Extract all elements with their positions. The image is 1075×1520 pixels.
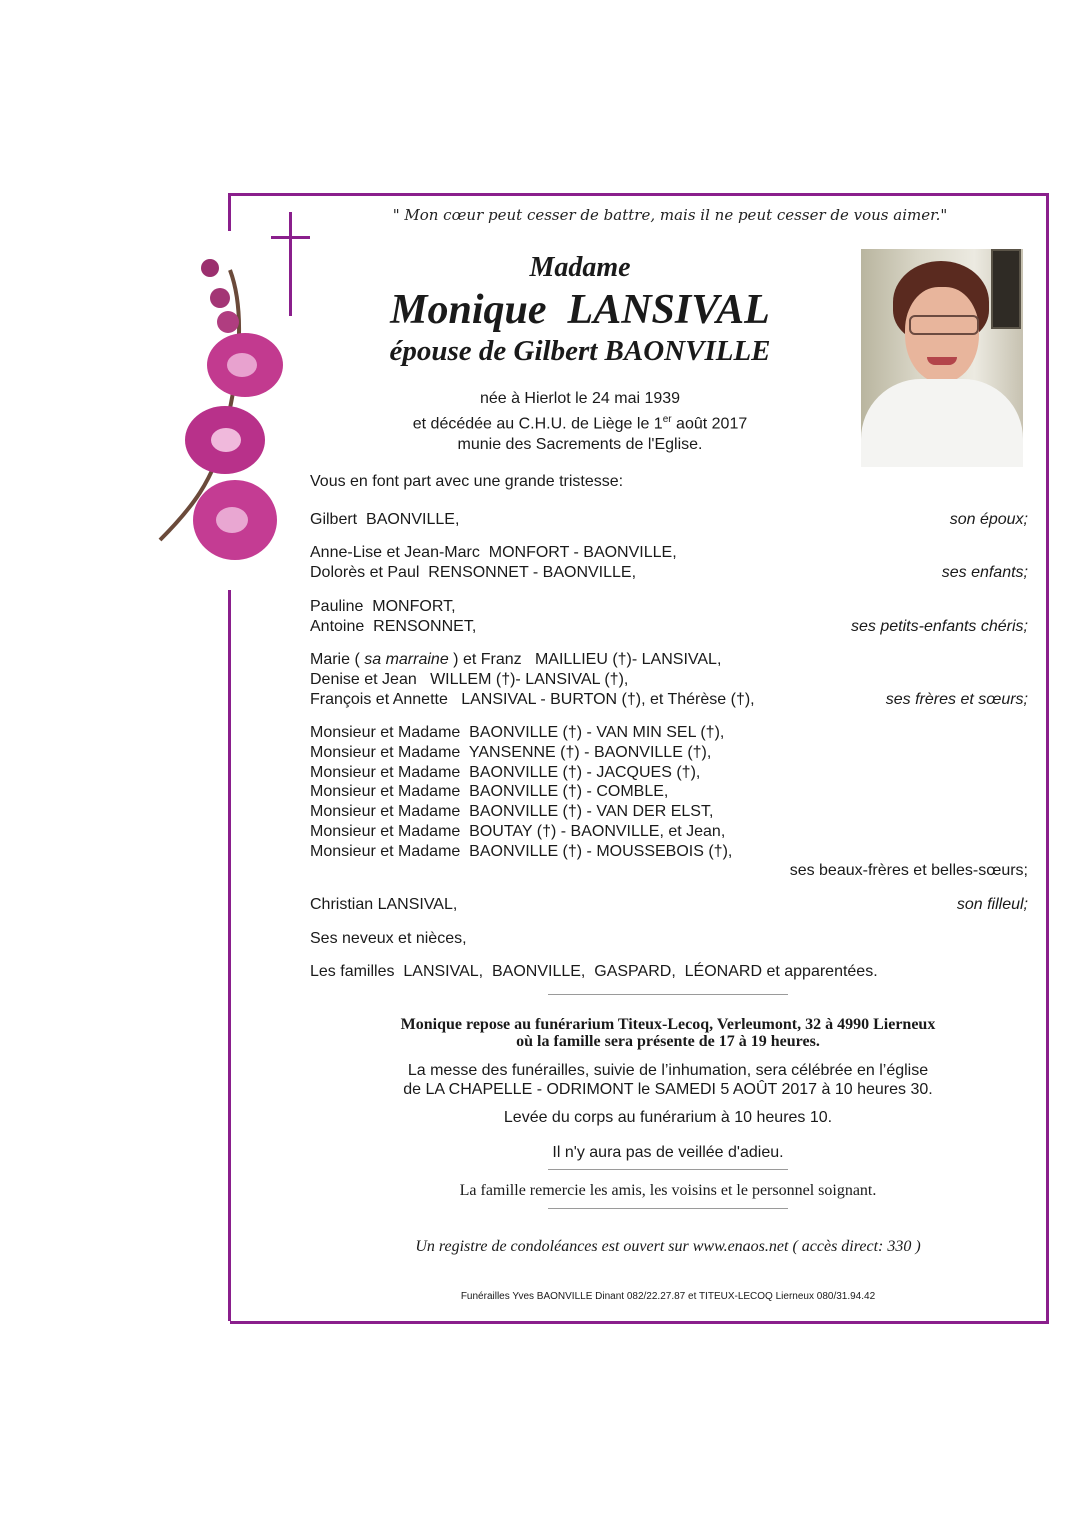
divider — [548, 1208, 788, 1209]
footer-line: Funérailles Yves BAONVILLE Dinant 082/22.27.87 et TITEUX-LECOQ Lierneux 080/31.94.42 — [460, 1291, 876, 1302]
orchid-icon — [150, 250, 300, 580]
divider — [548, 1169, 788, 1170]
divider — [548, 994, 788, 995]
birth-line: née à Hierlot le 24 mai 1939 — [479, 390, 681, 407]
border-left-bottom — [228, 590, 231, 1321]
families-line: Les familles LANSIVAL, BAONVILLE, GASPARD, LÉONARD et apparentées. — [310, 963, 878, 981]
portrait-photo — [861, 249, 1023, 467]
intro-line: Vous en font part avec une grande tristesse: — [310, 473, 624, 490]
thanks-line: La famille remercie les amis, les voisins et le personnel soignant. — [459, 1182, 877, 1199]
family-spouse: Gilbert BAONVILLE, son époux; — [310, 510, 1028, 528]
family-godson: Christian LANSIVAL, son filleul; — [310, 895, 1028, 913]
family-grandchildren: Pauline MONFORT, Antoine RENSONNET, ses petits-enfants chéris; — [310, 597, 1028, 635]
no-wake-line: Il n'y aura pas de veillée d'adieu. — [552, 1144, 784, 1161]
mass-block: La messe des funérailles, suivie de l’inhumation, sera célébrée en l’église de LA CHAPELLE - ODRIMONT le SAMEDI 5 AOÛT 2017 à 10 heures 30. — [403, 1062, 933, 1098]
deceased-name: Monique LANSIVAL — [390, 287, 770, 333]
family-children: Anne-Lise et Jean-Marc MONFORT - BAONVILLE, Dolorès et Paul RENSONNET - BAONVILLE, ses enfants; — [310, 544, 1028, 582]
registry-line: Un registre de condoléances est ouvert sur www.enaos.net ( accès direct: 330 ) — [415, 1238, 921, 1255]
family-in-laws: Monsieur et Madame BAONVILLE (†) - VAN MIN SEL (†), Monsieur et Madame YANSENNE (†) - BAONVILLE (†), Monsieur et Madame BAONVILLE (†) - JACQUES (†), Monsieur et Madame BAONVILLE (†) - COMBLE, Monsieur et Madame BAONVILLE (†) - VAN DER ELST, Monsieur et Madame BOUTAY (†) - BAONVILLE, et Jean, Monsieur et Madame BAONVILLE (†) - MOUSSEBOIS (†), ses beaux-frères et belles-sœurs; — [310, 724, 1028, 880]
repose-block: Monique repose au funérarium Titeux-Lecoq, Verleumont, 32 à 4990 Lierneux où la famille sera présente de 17 à 19 heures. — [400, 1016, 936, 1050]
title-madame: Madame — [529, 252, 631, 283]
spouse-line: épouse de Gilbert BAONVILLE — [389, 335, 771, 367]
family-siblings: Marie ( sa marraine ) et Franz MAILLIEU (†)- LANSIVAL, Denise et Jean WILLEM (†)- LANSIVAL (†), François et Annette LANSIVAL - BURTON (†), et Thérèse (†), ses frères et sœurs; — [310, 651, 1028, 708]
levee-line: Levée du corps au funérarium à 10 heures 10. — [503, 1109, 833, 1126]
death-line: et décédée au C.H.U. de Liège le 1er août 2017 — [412, 414, 748, 433]
bio-block — [360, 388, 800, 455]
cross-icon-bar — [271, 236, 310, 239]
nephews-line: Ses neveux et nièces, — [310, 929, 467, 947]
border-left-top — [228, 193, 231, 231]
sacraments-line: munie des Sacrements de l'Eglise. — [457, 436, 703, 454]
quote: " Mon cœur peut cesser de battre, mais il ne peut cesser de vous aimer." — [392, 206, 948, 224]
family-announcement — [310, 472, 1028, 996]
